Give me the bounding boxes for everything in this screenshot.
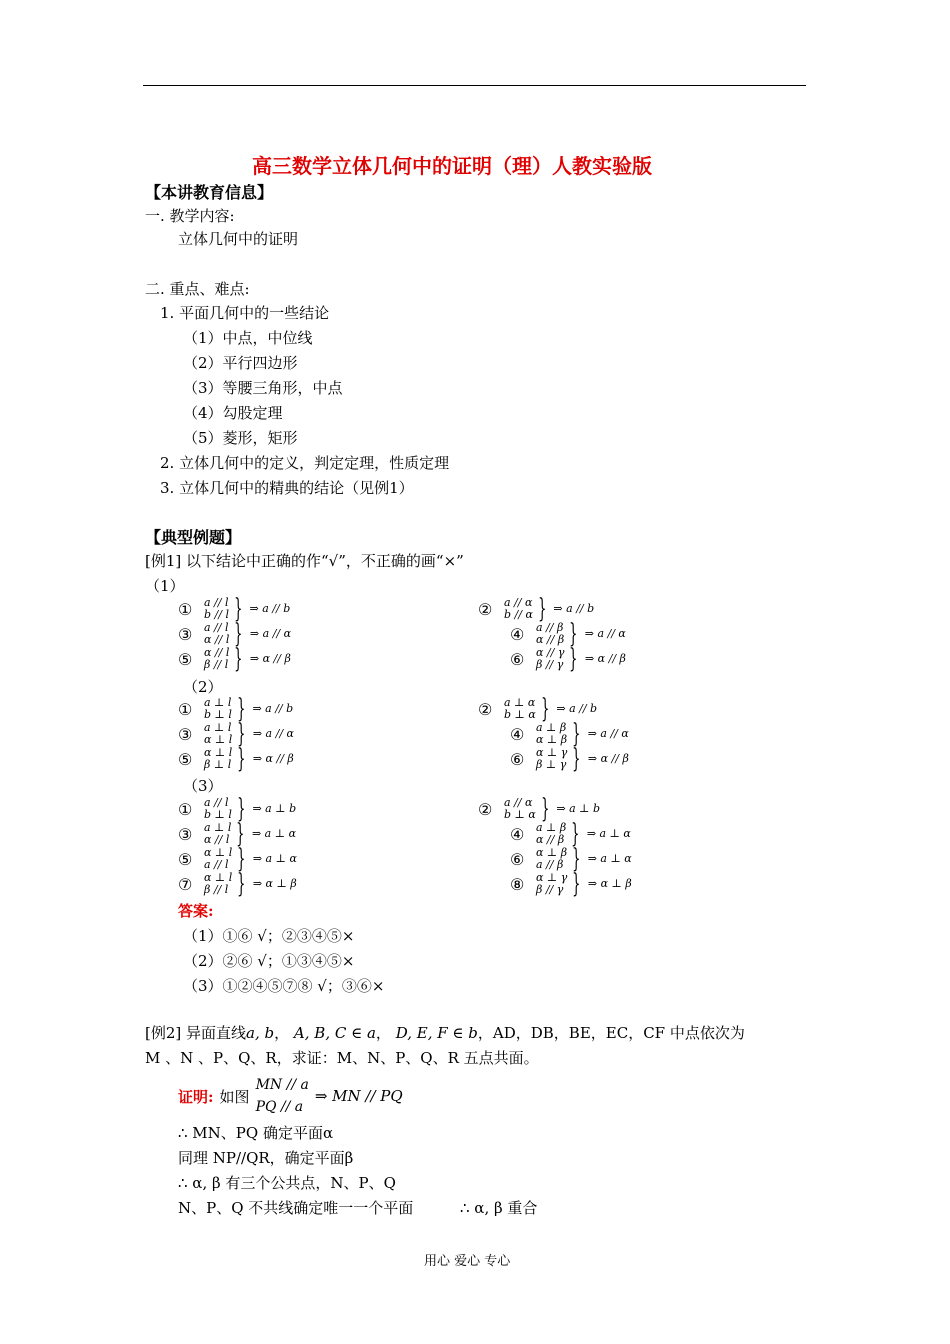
item-number: ④ — [510, 824, 525, 844]
brace-glyph: } — [234, 644, 243, 674]
item-number: ② — [478, 699, 493, 719]
page-title: 高三数学立体几何中的证明（理）人教实验版 — [252, 154, 652, 178]
implication-item — [178, 794, 297, 824]
ex1-prompt: [例1] 以下结论中正确的作“√”，不正确的画“×” — [145, 552, 464, 570]
ex2-line1-tail: ，AD，DB，BE，EC，CF 中点依次为 — [477, 1024, 745, 1042]
implication — [536, 819, 631, 849]
s1-heading: 一. 教学内容: — [145, 207, 235, 225]
premise-1: a ⊥ l — [204, 696, 232, 709]
item-number: ⑦ — [178, 874, 193, 894]
item-number: ① — [178, 599, 193, 619]
conclusion: ⇒ a // b — [556, 702, 598, 715]
section-info-heading: 【本讲教育信息】 — [145, 183, 274, 202]
item-number: ⑤ — [178, 849, 193, 869]
implication-item — [178, 719, 294, 749]
ex2-line1-points-a: A, B, C ∈ a — [293, 1024, 376, 1042]
implication-item — [478, 794, 601, 824]
group2-label: （2） — [183, 678, 223, 696]
brace-glyph: } — [237, 719, 246, 749]
premises — [536, 822, 566, 846]
ex2-line1-sep2: ， — [375, 1024, 391, 1042]
premise-2: α // β — [536, 633, 565, 646]
proof-line: N、P、Q 不共线确定唯一一个平面 — [178, 1199, 414, 1217]
premises — [204, 622, 229, 646]
brace-glyph: } — [237, 844, 246, 874]
s2-item: （3）等腰三角形，中点 — [183, 379, 343, 397]
item-number: ② — [478, 799, 493, 819]
brace-glyph: } — [540, 694, 550, 724]
premise-2: β // l — [204, 883, 229, 896]
ex2-line1-points-b: D, E, F ∈ b — [395, 1024, 478, 1042]
ex2-line1 — [145, 1022, 745, 1043]
conclusion: ⇒ a ⊥ b — [556, 802, 601, 815]
s2-item: 2. 立体几何中的定义，判定定理，性质定理 — [160, 454, 450, 472]
implication — [536, 744, 629, 774]
conclusion: ⇒ a // α — [584, 627, 626, 640]
premise-2: b ⊥ α — [504, 708, 536, 721]
item-number: ③ — [178, 824, 193, 844]
item-number: ⑥ — [510, 749, 525, 769]
item-number: ① — [178, 799, 193, 819]
premise-1: a // α — [504, 596, 533, 609]
conclusion: ⇒ a ⊥ α — [586, 827, 631, 840]
proof-line-conclusion: ∴ α, β 重合 — [460, 1199, 538, 1217]
implication — [204, 619, 292, 649]
premise-1: α ⊥ γ — [536, 746, 568, 759]
s1-content: 立体几何中的证明 — [178, 230, 299, 248]
premise-1: a // l — [204, 621, 229, 634]
implication-item — [178, 694, 294, 724]
implication — [204, 594, 291, 624]
section-examples-heading: 【典型例题】 — [145, 528, 242, 547]
premise-2: b ⊥ α — [504, 808, 536, 821]
proof-cond-1: MN // a — [255, 1077, 309, 1093]
proof-label: 证明: — [178, 1087, 214, 1106]
implication — [536, 844, 632, 874]
header-rule — [143, 85, 806, 86]
conclusion: ⇒ a ⊥ α — [252, 852, 297, 865]
brace-glyph: } — [237, 744, 246, 774]
premise-2: a // l — [204, 858, 229, 871]
premise-2: a // β — [536, 858, 564, 871]
brace-glyph: } — [234, 594, 243, 624]
implication-item — [478, 694, 598, 724]
footer-text: 用心 爱心 专心 — [424, 1254, 511, 1269]
implication-item — [510, 869, 632, 899]
premise-2: α // l — [204, 833, 230, 846]
premises — [504, 797, 536, 821]
implication-item — [510, 819, 631, 849]
proof-cond-2: PQ // a — [255, 1099, 304, 1115]
ex2-line1-a: [例2] 异面直线 — [145, 1024, 247, 1042]
premises — [536, 622, 564, 646]
conclusion: ⇒ α ⊥ β — [252, 877, 297, 890]
premises — [204, 747, 232, 771]
conclusion: ⇒ a // b — [252, 702, 294, 715]
premises — [204, 872, 232, 896]
brace-glyph: } — [572, 844, 581, 874]
premise-1: a ⊥ l — [204, 821, 232, 834]
answer-line: （2）②⑥ √；①③④⑤× — [183, 952, 355, 970]
brace-glyph: } — [572, 744, 581, 774]
brace-glyph: } — [237, 694, 246, 724]
premises — [536, 722, 567, 746]
implication-item — [510, 644, 626, 674]
brace-glyph: } — [236, 819, 245, 849]
brace-glyph: } — [572, 719, 581, 749]
premises — [504, 597, 533, 621]
ex2-line1-sep1: ， — [274, 1024, 290, 1042]
implication — [536, 719, 629, 749]
brace-glyph: } — [569, 644, 578, 674]
premises — [536, 747, 567, 771]
conclusion: ⇒ a ⊥ b — [252, 802, 297, 815]
premise-1: a ⊥ β — [536, 821, 567, 834]
implication-item — [178, 869, 297, 899]
premise-2: β // l — [204, 658, 229, 671]
conclusion: ⇒ α // β — [587, 752, 629, 765]
implication-item — [178, 819, 297, 849]
proof-conditions — [256, 1074, 309, 1118]
item-number: ④ — [510, 724, 525, 744]
conclusion: ⇒ a // b — [249, 602, 291, 615]
premise-1: a ⊥ β — [536, 721, 567, 734]
group3-label: （3） — [183, 777, 223, 795]
proof-first-line — [178, 1074, 403, 1118]
s2-item: （5）菱形，矩形 — [183, 429, 298, 447]
conclusion: ⇒ α // β — [249, 652, 291, 665]
premise-1: α // l — [204, 646, 230, 659]
ex2-line2: M 、N 、P、Q、R，求证：M、N、P、Q、R 五点共面。 — [145, 1049, 539, 1067]
item-number: ② — [478, 599, 493, 619]
premise-1: a // α — [504, 796, 533, 809]
brace-glyph: } — [237, 869, 246, 899]
brace-glyph: } — [540, 794, 550, 824]
premise-2: β // γ — [536, 658, 564, 671]
premises — [204, 797, 232, 821]
premise-2: α ⊥ l — [204, 733, 233, 746]
premise-2: b ⊥ l — [204, 808, 232, 821]
premise-1: α // γ — [536, 646, 565, 659]
brace-glyph: } — [569, 619, 578, 649]
implication-item — [178, 594, 291, 624]
implication-item — [178, 844, 297, 874]
premise-2: b // α — [504, 608, 533, 621]
implication — [204, 744, 294, 774]
implication — [504, 794, 601, 824]
premises — [204, 647, 229, 671]
proof-fig-text: 如图 — [219, 1087, 250, 1106]
implication-item — [510, 744, 629, 774]
implication-item — [510, 844, 632, 874]
conclusion: ⇒ a // α — [587, 727, 629, 740]
answer-line: （1）①⑥ √；②③④⑤× — [183, 927, 355, 945]
item-number: ⑤ — [178, 749, 193, 769]
brace-glyph: } — [237, 794, 246, 824]
premises — [536, 847, 567, 871]
premises — [504, 697, 536, 721]
conclusion: ⇒ a // b — [553, 602, 595, 615]
item-number: ⑥ — [510, 849, 525, 869]
implication-item — [510, 719, 629, 749]
brace-glyph: } — [571, 819, 580, 849]
premise-1: α ⊥ l — [204, 746, 233, 759]
answer-label: 答案: — [178, 902, 214, 920]
s2-item: 1. 平面几何中的一些结论 — [160, 304, 330, 322]
proof-result: ⇒ MN // PQ — [314, 1087, 403, 1105]
premises — [204, 822, 231, 846]
s2-item: 3. 立体几何中的精典的结论（见例1） — [160, 479, 414, 497]
premise-2: b // l — [204, 608, 229, 621]
implication — [204, 819, 297, 849]
brace-glyph: } — [538, 594, 547, 624]
implication — [204, 844, 297, 874]
ex2-line1-lines: a, b — [246, 1024, 275, 1042]
item-number: ④ — [510, 624, 525, 644]
premise-1: α ⊥ γ — [536, 871, 568, 884]
premise-2: α ⊥ β — [536, 733, 568, 746]
conclusion: ⇒ α // β — [252, 752, 294, 765]
implication — [536, 644, 626, 674]
premises — [204, 847, 232, 871]
premise-1: α ⊥ l — [204, 871, 233, 884]
implication-item — [178, 744, 294, 774]
conclusion: ⇒ α ⊥ β — [587, 877, 632, 890]
implication — [504, 694, 598, 724]
s2-item: （1）中点，中位线 — [183, 329, 313, 347]
implication — [204, 694, 294, 724]
conclusion: ⇒ α // β — [584, 652, 626, 665]
proof-line: ∴ α, β 有三个公共点，N、P、Q — [178, 1174, 396, 1192]
premise-1: a // l — [204, 796, 229, 809]
implication-item — [478, 594, 595, 624]
item-number: ⑧ — [510, 874, 525, 894]
premise-2: b ⊥ l — [204, 708, 232, 721]
implication — [204, 644, 291, 674]
premise-1: a // l — [204, 596, 229, 609]
implication-item — [510, 619, 626, 649]
item-number: ⑤ — [178, 649, 193, 669]
premise-1: a ⊥ α — [504, 696, 536, 709]
implication — [204, 719, 294, 749]
premise-2: β // γ — [536, 883, 564, 896]
conclusion: ⇒ a // α — [252, 727, 294, 740]
implication-item — [178, 619, 292, 649]
brace-glyph: } — [234, 619, 243, 649]
brace-glyph: } — [572, 869, 581, 899]
premise-2: β ⊥ γ — [536, 758, 567, 771]
item-number: ① — [178, 699, 193, 719]
premises — [204, 697, 232, 721]
implication — [536, 619, 626, 649]
conclusion: ⇒ a ⊥ α — [251, 827, 297, 840]
item-number: ③ — [178, 724, 193, 744]
answer-line: （3）①②④⑤⑦⑧ √；③⑥× — [183, 977, 385, 995]
implication — [536, 869, 632, 899]
implication — [204, 869, 297, 899]
premises — [204, 722, 232, 746]
proof-line: ∴ MN、PQ 确定平面α — [178, 1124, 334, 1142]
premise-1: a ⊥ l — [204, 721, 232, 734]
s2-heading: 二. 重点、难点: — [145, 280, 250, 298]
item-number: ③ — [178, 624, 193, 644]
conclusion: ⇒ a // α — [249, 627, 292, 640]
premise-2: α // l — [204, 633, 230, 646]
premise-1: α ⊥ l — [204, 846, 233, 859]
item-number: ⑥ — [510, 649, 525, 669]
implication — [204, 794, 297, 824]
premises — [204, 597, 229, 621]
proof-line: 同理 NP//QR，确定平面β — [178, 1149, 354, 1167]
s2-item: （4）勾股定理 — [183, 404, 283, 422]
s2-item: （2）平行四边形 — [183, 354, 298, 372]
premise-1: a // β — [536, 621, 564, 634]
premises — [536, 647, 564, 671]
premise-1: α ⊥ β — [536, 846, 568, 859]
implication — [504, 594, 595, 624]
premises — [536, 872, 567, 896]
conclusion: ⇒ a ⊥ α — [587, 852, 632, 865]
group1-label: （1） — [145, 577, 185, 595]
premise-2: β ⊥ l — [204, 758, 232, 771]
implication-item — [178, 644, 291, 674]
premise-2: α // β — [536, 833, 565, 846]
